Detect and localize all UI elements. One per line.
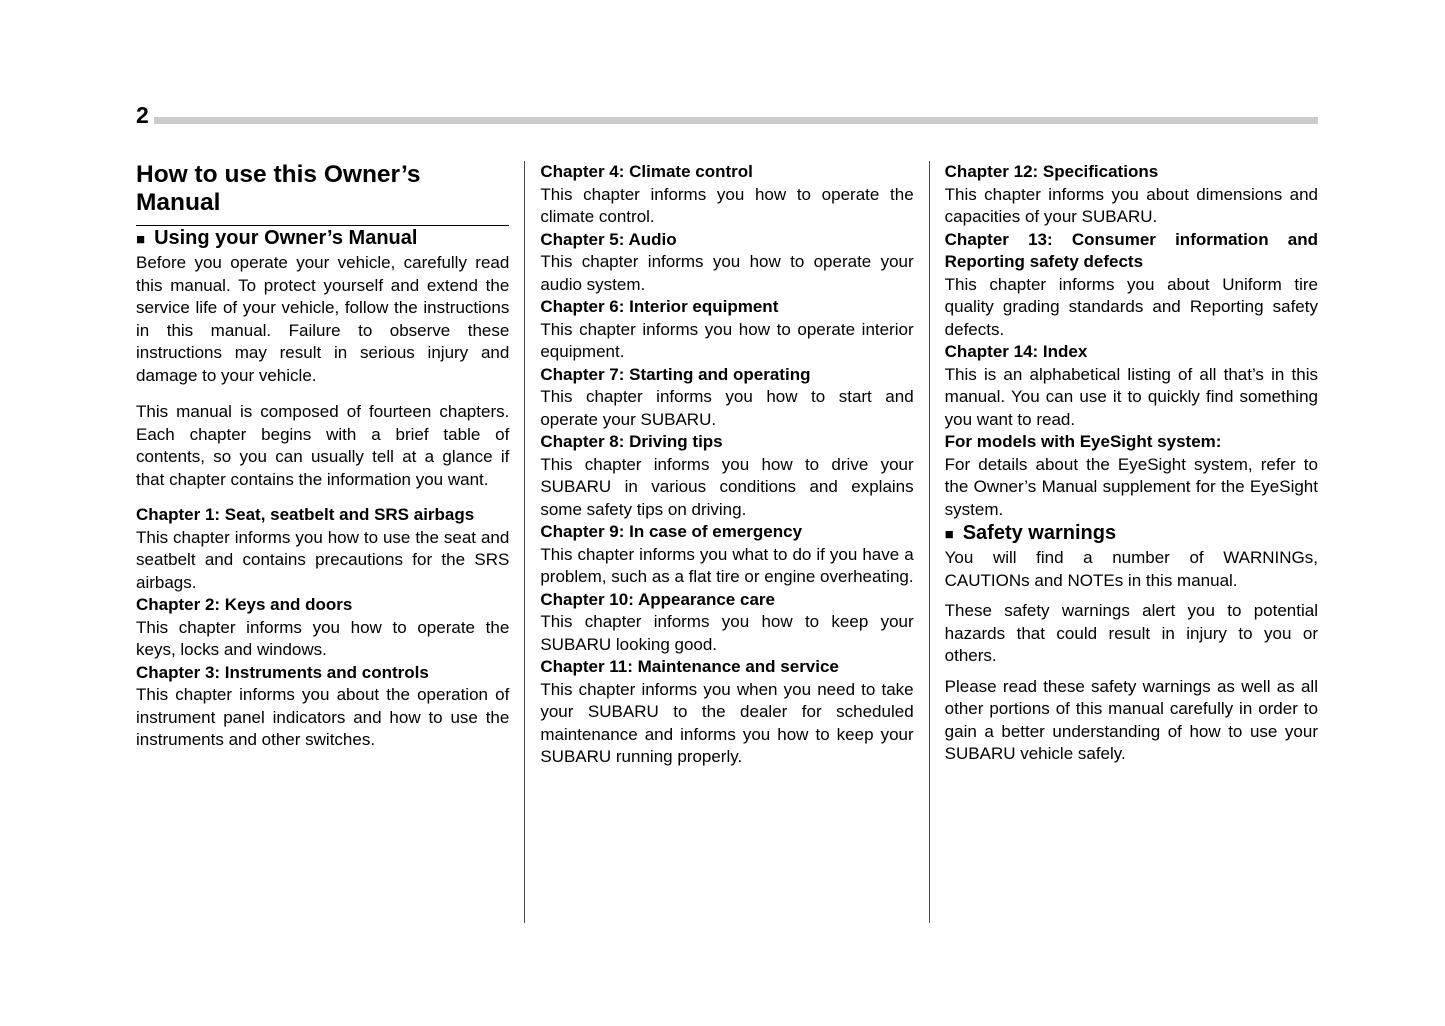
paragraph: Before you operate your vehicle, carefully read this manual. To protect yourself and extend the service life of your vehicle, follow the instructions in this manual. Failure to observe these instructions may result in serious injury and damage to your vehicle. (136, 253, 510, 385)
chapter-heading: Chapter 8: Driving tips (540, 432, 723, 451)
page-title: How to use this Owner’s Manual (136, 161, 509, 226)
section-title-text: Safety warnings (962, 522, 1117, 544)
chapter-heading: Chapter 2: Keys and doors (136, 595, 353, 614)
chapter-description: This chapter informs you how to drive your SUBARU in various conditions and explains some safety tips on driving. (540, 454, 914, 519)
chapter-description: This chapter informs you how to operate interior equipment. (540, 319, 914, 361)
chapter-heading: Chapter 4: Climate control (540, 162, 753, 181)
chapter-description: This chapter informs you about the operation of instrument panel indicators and how to use the instruments and other switches. (136, 685, 510, 749)
chapter-heading: Chapter 13: Consumer information and Reporting safety defects (944, 229, 1318, 271)
column-2 (524, 161, 913, 923)
chapter-heading: Chapter 10: Appearance care (540, 589, 775, 609)
square-bullet-icon: ■ (136, 231, 146, 248)
chapter-heading: Chapter 12: Specifications (944, 162, 1159, 181)
column-1 (136, 161, 509, 923)
section-title (136, 226, 509, 252)
chapter-description: Please read these safety warnings as well as all other portions of this manual carefully in order to gain a better understanding of how to use your SUBARU vehicle safely. (944, 676, 1318, 763)
chapter-heading: Chapter 6: Interior equipment (540, 297, 779, 316)
page-header (136, 0, 1318, 127)
chapter-description: This chapter informs you how to use the seat and seatbelt and contains precautions for the SRS airbags. (136, 527, 510, 592)
section-title (945, 521, 1318, 547)
chapter-description: This chapter informs you about dimensions and capacities of your SUBARU. (944, 184, 1318, 226)
header-rule (154, 117, 1318, 124)
chapter-description: This chapter informs you how to keep your SUBARU looking good. (540, 612, 914, 654)
section-label: For models with EyeSight system: (944, 432, 1222, 451)
chapter-description: This chapter informs you about Uniform tire quality grading standards and Reporting safety defects. (944, 274, 1318, 339)
chapter-description: You will find a number of WARNINGs, CAUTIONs and NOTEs in this manual. (944, 548, 1318, 590)
chapter-description: This chapter informs you what to do if you have a problem, such as a flat tire or engine overheating. (540, 544, 914, 586)
chapter-heading: Chapter 9: In case of emergency (540, 522, 803, 541)
section-title-text: Using your Owner’s Manual (154, 227, 418, 249)
chapter-heading: Chapter 14: Index (944, 342, 1088, 361)
columns (136, 161, 1318, 923)
page-number: 2 (136, 102, 149, 128)
chapter-heading: Chapter 11: Maintenance and service (540, 657, 839, 676)
chapter-heading: Chapter 5: Audio (540, 229, 677, 249)
chapter-description: This chapter informs you how to operate the climate control. (540, 184, 914, 226)
square-bullet-icon: ■ (944, 526, 954, 543)
column-3 (929, 161, 1318, 923)
chapter-heading: Chapter 1: Seat, seatbelt and SRS airbags (136, 505, 475, 524)
paragraph: This manual is composed of fourteen chapters. Each chapter begins with a brief table of contents, so you can usually tell at a glance if that chapter contains the information you want. (136, 402, 510, 489)
chapter-description: This chapter informs you how to start and operate your SUBARU. (540, 387, 914, 429)
chapter-description: This is an alphabetical listing of all that’s in this manual. You can use it to quickly find something you want to read. (944, 364, 1318, 429)
chapter-description: For details about the EyeSight system, refer to the Owner’s Manual supplement for the EyeSight system. (944, 454, 1318, 519)
chapter-heading: Chapter 7: Starting and operating (540, 364, 811, 384)
chapter-description: This chapter informs you when you need to take your SUBARU to the dealer for scheduled maintenance and informs you how to keep your SUBARU running properly. (540, 679, 914, 766)
chapter-description: This chapter informs you how to operate the keys, locks and windows. (136, 617, 510, 659)
chapter-description: This chapter informs you how to operate your audio system. (540, 252, 914, 294)
chapter-description: These safety warnings alert you to potential hazards that could result in injury to you or others. (944, 601, 1318, 665)
chapter-heading: Chapter 3: Instruments and controls (136, 662, 429, 682)
